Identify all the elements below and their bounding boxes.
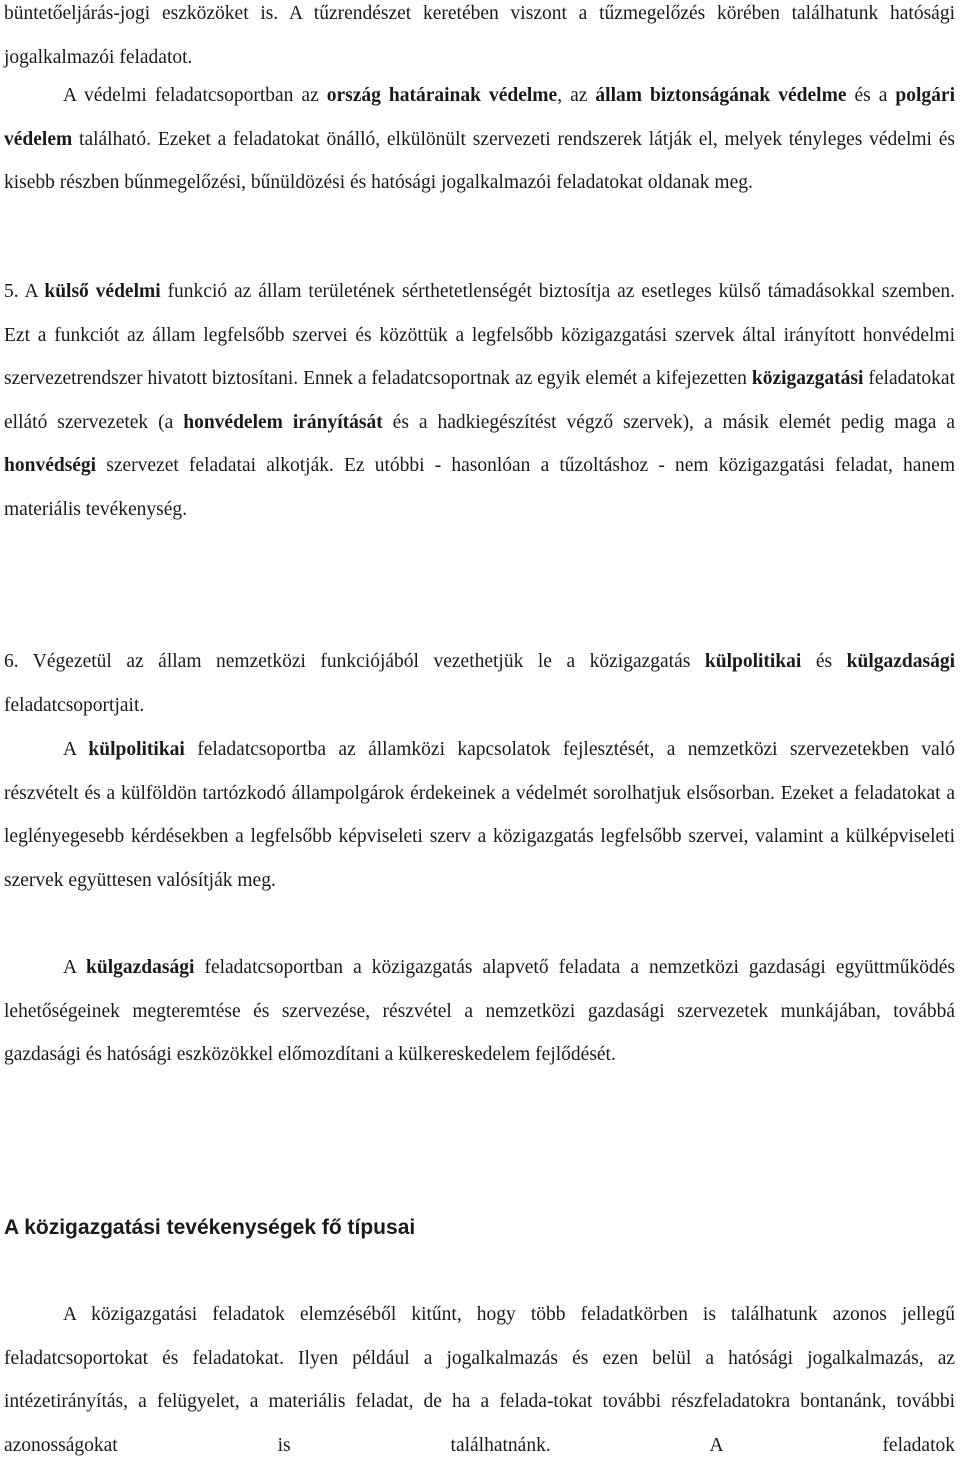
emphasized-term: külső védelmi xyxy=(44,281,161,302)
emphasized-term: külgazdasági xyxy=(86,957,195,978)
text-run: , az xyxy=(557,85,596,106)
emphasized-term: polgári védelem xyxy=(4,85,955,150)
text-run: szervezet feladatai alkotják. Ez utóbbi - hasonlóan a tűzoltáshoz - nem közigazgatási feladat, hanem materiális tevékenység. xyxy=(4,455,955,520)
text-run: A védelmi feladatcsoportban az xyxy=(63,85,327,106)
text-run: és a hadkiegészítést végző szervek), a másik elemét pedig maga a xyxy=(382,411,955,433)
text-run: található. Ezeket a feladatokat önálló, elkülönült szervezeti rendszerek látják el, melyek tényleges védelmi és kisebb részben bűnmegelőzési, bűnüldözési és hatósági jogalkalmazói feladatokat oldanak meg. xyxy=(4,128,955,193)
text-run: feladatcsoportjait. xyxy=(4,694,145,716)
text-run: A xyxy=(63,739,89,760)
paragraph-foreign-policy xyxy=(4,728,955,902)
paragraph-text xyxy=(4,728,955,902)
text-run: funkció az állam területének sérthetetlenségét biztosítja az esetleges külső támadásokkal szemben. Ezt a funkciót az állam legfelsőbb szervei és közöttük a legfelsőbb közigazgatási szervek által irányított honvédelmi szervezetrendszer hivatott biztosítani. Ennek a feladatcsoportnak az egyik elemét a kifejezetten xyxy=(4,281,955,389)
text-run: 6. Végezetül az állam nemzetközi funkciójából vezethetjük le a közigazgatás xyxy=(4,651,705,672)
paragraph-text xyxy=(4,74,955,205)
text-run: feladatcsoportban a közigazgatás alapvető feladata a nemzetközi gazdasági együttműködés lehetőségeinek megteremtése és szervezése, részvétel a nemzetközi gazdasági szervezetek munkájában, továbbá gazdasági és hatósági eszközökkel előmozdítani a külkereskedelem fejlődését. xyxy=(4,957,955,1065)
emphasized-term: honvédségi xyxy=(4,455,97,476)
emphasized-term: állam biztonságának védelme xyxy=(595,85,847,106)
text-run: feladatcsoportba az államközi kapcsolatok fejlesztését, a nemzetközi szervezetekben való részvételt és a külföldön tartózkodó állampolgárok érdekeinek a védelmét sorolhatjuk elsősorban. Ezeket a feladatokat a leglényegesebb kérdésekben a legfelsőbb képviseleti szerv a közigazgatás legfelsőbb szervei, valamint a külképviseleti szervek együttesen valósítják meg. xyxy=(4,739,955,891)
paragraph-defense-tasks xyxy=(4,74,955,205)
paragraph-activity-types xyxy=(4,1293,955,1467)
paragraph-external-defense xyxy=(4,270,955,531)
section-heading: A közigazgatási tevékenységek fő típusai xyxy=(4,1216,416,1239)
text-run: A közigazgatási feladatok elemzéséből kitűnt, hogy több feladatkörben is találhatunk azonos jellegű feladatcsoportokat és feladatokat. Ilyen például a jogalkalmazás és ezen belül a hatósági jogalkalmazás, az intézetirányítás, a felügyelet, a materiális feladat, de ha a felada-tokat további részfeladatokra bontanánk, további azonosságokat is találhatnánk. A feladatok xyxy=(4,1304,955,1456)
text-run: büntetőeljárás-jogi eszközöket is. A tűzrendészet keretében viszont a tűzmegelőzés körében találhatunk hatósági jogalkalmazói feladatot. xyxy=(4,3,955,68)
emphasized-term: külgazdasági xyxy=(846,651,956,672)
emphasized-term: honvédelem irányítását xyxy=(183,411,383,433)
paragraph-text xyxy=(4,946,955,1077)
paragraph-text xyxy=(4,1293,955,1467)
emphasized-term: külpolitikai xyxy=(704,651,802,672)
paragraph-text xyxy=(4,0,955,79)
paragraph-text xyxy=(4,640,955,727)
emphasized-term: közigazgatási xyxy=(751,368,864,389)
paragraph-foreign-trade xyxy=(4,946,955,1077)
text-run: 5. A xyxy=(4,281,45,302)
text-run: A xyxy=(63,957,87,978)
section-heading-wrap xyxy=(4,1213,955,1243)
paragraph-fire-safety xyxy=(4,0,955,79)
text-run: feladatokat ellátó szervezetek (a xyxy=(4,368,955,433)
paragraph-text xyxy=(4,270,955,531)
paragraph-international-function xyxy=(4,640,955,727)
emphasized-term: ország határainak védelme xyxy=(326,85,558,106)
text-run: és xyxy=(801,651,847,672)
text-run: és a xyxy=(846,85,896,106)
emphasized-term: külpolitikai xyxy=(88,739,185,760)
